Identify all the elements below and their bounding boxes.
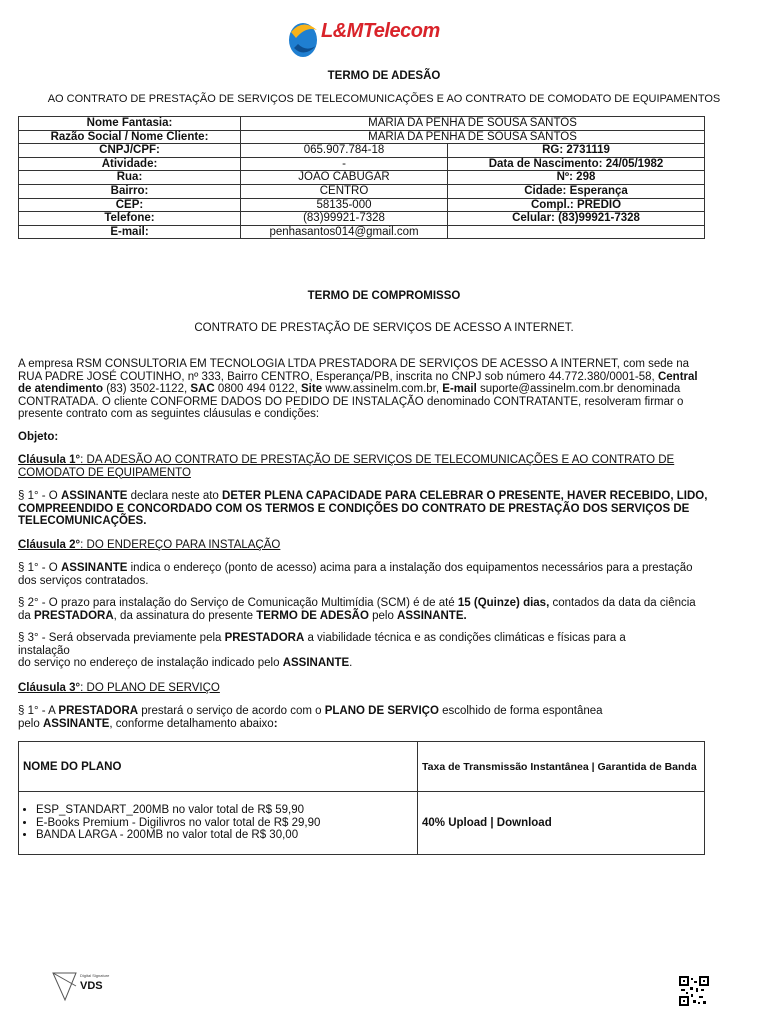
celular-value: (83)99921-7328 <box>558 212 640 225</box>
table-row <box>19 198 705 212</box>
vds-signature-mark <box>52 972 122 1002</box>
compromisso-title: TERMO DE COMPROMISSO <box>307 290 461 302</box>
rg-cell <box>448 144 705 158</box>
intro-email-label: E-mail <box>442 383 477 396</box>
clause-3-label: Cláusula 3° <box>18 682 81 694</box>
razao-label: Razão Social / Nome Cliente: <box>19 130 241 144</box>
compromisso-subtitle: CONTRATO DE PRESTAÇÃO DE SERVIÇOS DE ACESSO A INTERNET. <box>194 322 574 334</box>
empty-cell <box>448 225 705 239</box>
sac-value: 0800 494 0122, <box>217 383 298 396</box>
clause-3-heading <box>18 682 708 695</box>
bairro-value: CENTRO <box>241 184 448 198</box>
intro-text: A empresa RSM CONSULTORIA EM TECNOLOGIA LTDA PRESTADORA DE SERVIÇOS DE ACESSO A INTERNET, com sede na RUA PADRE JOSÉ COUTINHO, nº 333, Bairro CENTRO, Esperança/PB, inscrita no CNPJ sob número 44.772.380/0001-58, <box>18 358 690 383</box>
text-bold: : <box>273 717 278 730</box>
table-row <box>19 144 705 158</box>
nascimento-label: Data de Nascimento: <box>488 157 603 170</box>
plan-name-header: NOME DO PLANO <box>19 742 418 792</box>
telefone-label: Telefone: <box>19 212 241 226</box>
plan-table <box>18 741 705 855</box>
clause-1-title: : DA ADESÃO AO CONTRATO DE PRESTAÇÃO DE SERVIÇOS DE TELECOMUNICAÇÕES E AO CONTRATO DE COMODATO DE EQUIPAMENTO <box>18 454 675 479</box>
text-bold: TERMO DE ADESÃO <box>256 609 369 622</box>
document-title: TERMO DE ADESÃO <box>327 70 441 82</box>
text: , conforme detalhamento abaixo <box>109 717 274 730</box>
clause-2-label: Cláusula 2° <box>18 539 81 551</box>
compl-cell <box>448 198 705 212</box>
clause-2-paragraph-3 <box>18 632 658 670</box>
plan-list <box>23 804 413 842</box>
text: escolhido de forma espontânea <box>438 705 603 717</box>
text: declara neste ato <box>127 490 223 502</box>
compl-label: Compl.: <box>530 198 574 211</box>
clause-2-heading <box>18 539 708 552</box>
globe-icon <box>286 14 322 60</box>
text-bold: ASSINANTE. <box>397 609 467 622</box>
site-value: www.assinelm.com.br, <box>325 383 440 396</box>
numero-label: Nº: <box>556 171 573 184</box>
text: § 1° - A <box>18 705 59 717</box>
table-row <box>19 171 705 185</box>
clause-2-title: : DO ENDEREÇO PARA INSTALAÇÃO <box>80 539 281 551</box>
text-bold: DETER PLENA CAPACIDADE PARA CELEBRAR O PRESENTE, HAVER RECEBIDO, LIDO, COMPREENDIDO E CONCORDADO COM OS TERMOS E CONDIÇÕES DO CONTRATO DE PRESTAÇÃO DOS SERVIÇOS DE TELECOMUNICAÇÕES. <box>18 490 708 528</box>
clause-2-paragraph-2 <box>18 597 708 622</box>
table-row <box>19 157 705 171</box>
list-item: • BANDA LARGA - 200MB no valor total de R$ 30,00 <box>36 829 413 842</box>
text: § 1° - O <box>18 562 61 574</box>
table-row <box>19 117 705 131</box>
text: pelo <box>368 609 398 622</box>
nome-fantasia-value: MARIA DA PENHA DE SOUSA SANTOS <box>241 117 705 131</box>
text: contados da data da ciência da <box>18 597 696 622</box>
clause-1-heading <box>18 454 708 479</box>
telefone-value: (83)99921-7328 <box>241 212 448 226</box>
cep-value: 58135-000 <box>241 198 448 212</box>
central-label: Central de atendimento <box>18 370 698 396</box>
table-row <box>19 130 705 144</box>
qr-code-icon <box>679 976 709 1006</box>
vds-text: VDS <box>80 980 103 992</box>
celular-label: Celular: <box>512 212 555 225</box>
nascimento-cell <box>448 157 705 171</box>
text-bold: ASSINANTE <box>60 562 128 574</box>
celular-cell <box>448 212 705 226</box>
nome-fantasia-label: Nome Fantasia: <box>19 117 241 131</box>
nascimento-value: 24/05/1982 <box>605 157 664 170</box>
bairro-label: Bairro: <box>19 184 241 198</box>
client-info-table <box>18 116 705 239</box>
text-bold: PRESTADORA <box>34 609 114 622</box>
table-row <box>19 212 705 226</box>
central-value: (83) 3502-1122, <box>106 383 188 396</box>
text: pelo <box>18 717 43 730</box>
text: § 1° - O <box>18 490 61 502</box>
cnpj-value: 065.907.784-18 <box>241 144 448 158</box>
cep-label: CEP: <box>19 198 241 212</box>
qr-code <box>679 976 709 1006</box>
document-subtitle: AO CONTRATO DE PRESTAÇÃO DE SERVIÇOS DE TELECOMUNICAÇÕES E AO CONTRATO DE COMODATO DE EQUIPAMENTOS <box>47 93 721 105</box>
intro-paragraph <box>18 358 708 421</box>
text: prestará o serviço de acordo com o <box>138 705 325 717</box>
text-bold: PRESTADORA <box>224 632 305 644</box>
text: § 3° - Será observada previamente pela <box>18 632 225 644</box>
atividade-label: Atividade: <box>19 157 241 171</box>
email-label: E-mail: <box>19 225 241 239</box>
clause-3-paragraph <box>18 705 708 730</box>
table-row <box>19 225 705 239</box>
rua-value: JOAO CABUGAR <box>241 171 448 185</box>
rate-header: Taxa de Transmissão Instantânea | Garantida de Banda <box>418 742 705 792</box>
clause-1-paragraph <box>18 490 708 528</box>
text-bold: ASSINANTE <box>60 490 128 502</box>
site-label: Site <box>301 383 323 396</box>
text-bold: PLANO DE SERVIÇO <box>324 705 439 717</box>
table-header-row <box>19 742 705 792</box>
cnpj-label: CNPJ/CPF: <box>19 144 241 158</box>
text-bold: 15 (Quinze) dias, <box>457 597 550 609</box>
text: indica o endereço (ponto de acesso) acima para a instalação dos equipamentos necessários para a prestação dos serviços contratados. <box>18 562 693 587</box>
text: , da assinatura do presente <box>113 609 257 622</box>
text: . <box>349 657 353 670</box>
signature-mark-icon <box>52 972 78 1002</box>
text: § 2° - O prazo para instalação do Serviço de Comunicação Multimídia (SCM) é de até <box>18 597 458 609</box>
razao-value: MARIA DA PENHA DE SOUSA SANTOS <box>241 130 705 144</box>
objeto-label: Objeto: <box>18 431 59 443</box>
list-item: • ESP_STANDART_200MB no valor total de R$ 59,90 <box>36 804 413 817</box>
rua-label: Rua: <box>19 171 241 185</box>
plan-list-cell <box>19 792 418 855</box>
table-row <box>19 792 705 855</box>
clause-3-title: : DO PLANO DE SERVIÇO <box>80 682 220 694</box>
text-bold: ASSINANTE <box>282 657 350 670</box>
numero-cell <box>448 171 705 185</box>
table-row <box>19 184 705 198</box>
numero-value: 298 <box>576 171 596 184</box>
cidade-label: Cidade: <box>524 184 567 197</box>
text: do serviço no endereço de instalação indicado pelo <box>18 657 283 670</box>
text: a viabilidade técnica e as condições climáticas e físicas para a instalação <box>18 632 626 657</box>
rg-label: RG: <box>542 144 564 157</box>
clause-1-label: Cláusula 1° <box>18 454 81 466</box>
rate-value: 40% Upload | Download <box>418 792 705 855</box>
text-bold: ASSINANTE <box>42 717 110 730</box>
intro-email-rest: suporte@assinelm.com.br denominada CONTRATADA. O cliente CONFORME DADOS DO PEDIDO DE INSTALAÇÃO denominado CONTRATANTE, resolveram firmar o presente contrato com as seguintes cláusulas e condições: <box>18 383 684 421</box>
text-bold: PRESTADORA <box>58 705 139 717</box>
vds-small-text: Digital Signature <box>80 973 110 978</box>
rg-value: 2731119 <box>566 144 610 157</box>
company-logo <box>286 14 440 60</box>
clause-2-paragraph-1 <box>18 562 708 587</box>
cidade-value: Esperança <box>569 184 628 197</box>
list-item: • E-Books Premium - Digilivros no valor total de R$ 29,90 <box>36 817 413 830</box>
logo-text: L&MTelecom <box>321 20 440 42</box>
compl-value: PREDIO <box>576 198 622 211</box>
atividade-value: - <box>241 157 448 171</box>
cidade-cell <box>448 184 705 198</box>
sac-label: SAC <box>190 383 215 396</box>
email-value: penhasantos014@gmail.com <box>241 225 448 239</box>
